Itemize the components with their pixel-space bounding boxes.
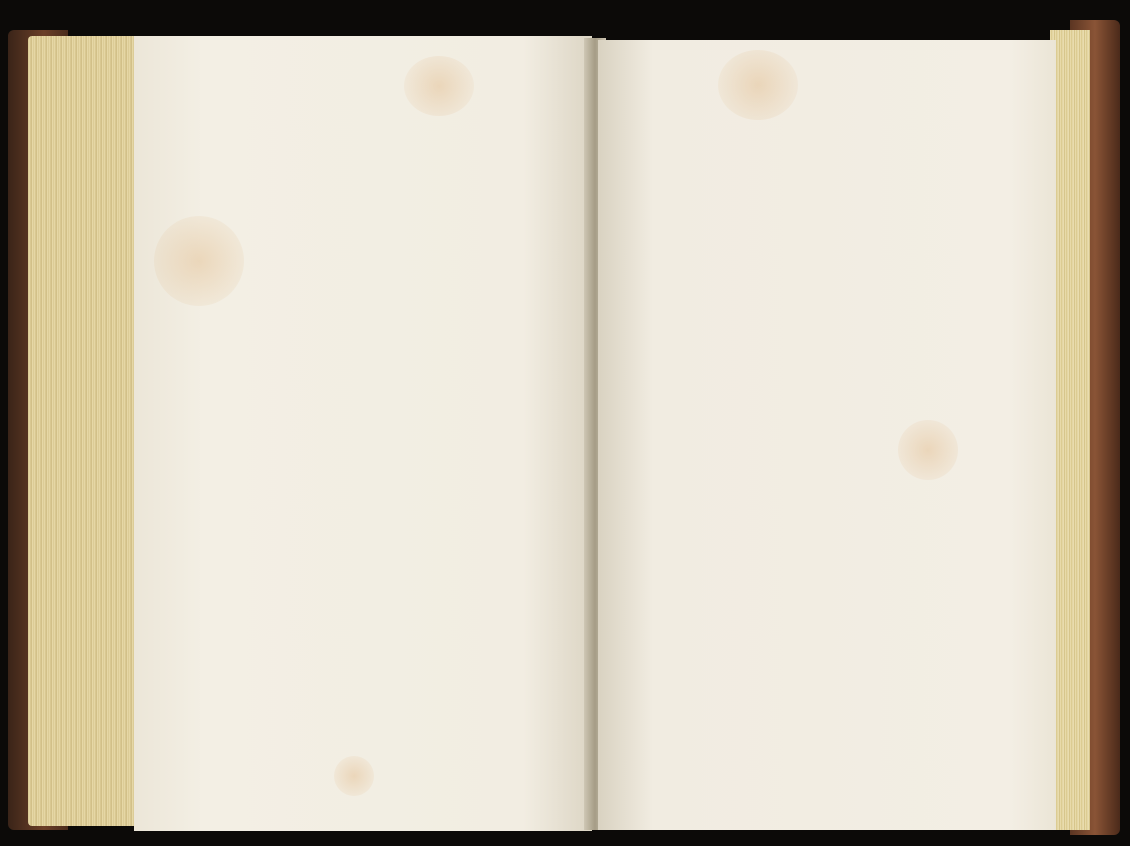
- page-edges-right: [1050, 30, 1090, 830]
- left-page: [134, 36, 592, 831]
- right-page-header: [706, 92, 1036, 114]
- right-page: [598, 40, 1056, 830]
- left-page-header: [218, 84, 548, 106]
- page-edges-left: [28, 36, 136, 826]
